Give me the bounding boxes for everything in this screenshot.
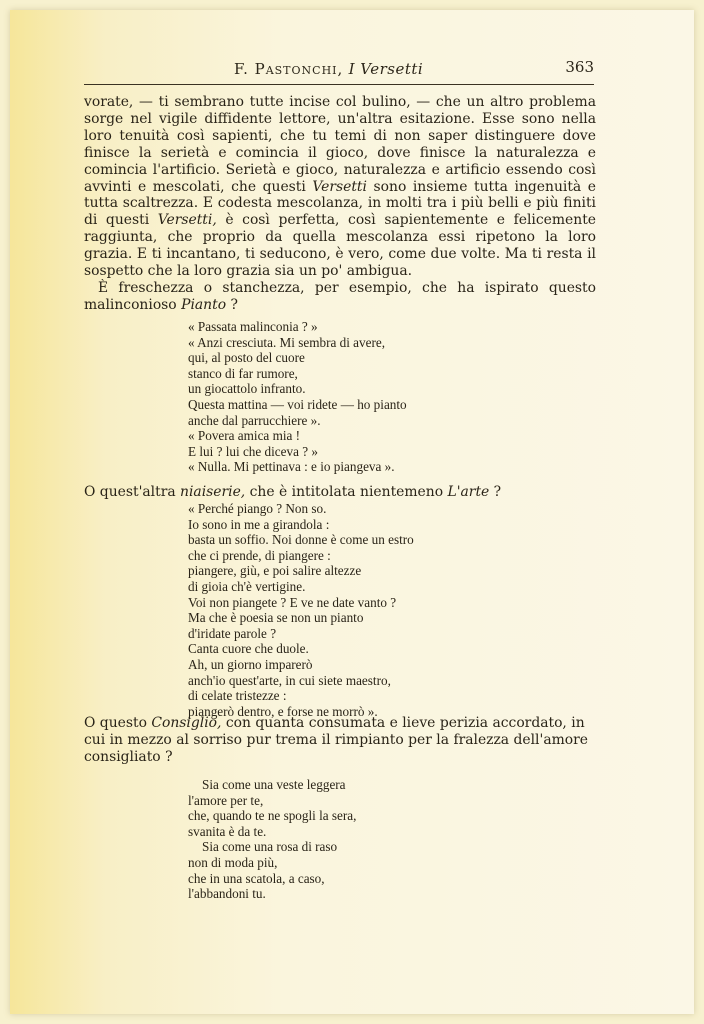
text-run: O quest'altra <box>84 484 181 500</box>
poem-line: piangere, giù, e poi salire altezze <box>188 563 362 579</box>
poem-line: Sia come una rosa di raso <box>202 839 338 855</box>
text-run: vorate, — ti sembrano tutte incise col bulino, — che un altro problema sorge nel vigile diffidente lettore, un'altra esitazione. Esse sono nella loro tenuità così sapienti, che tu temi di non saper distinguere dove finisce la serietà e comincia il gioco, dove finisce la naturalezza e comincia l'artificio. Serietà e gioco, naturalezza e artificio essendo così avvinti e mescolati, che questi <box>84 94 596 195</box>
poem-l-arte <box>188 501 414 719</box>
poem-line: E lui ? lui che diceva ? » <box>188 443 318 459</box>
poem-line: un giocattolo infranto. <box>188 381 306 397</box>
italic-title: niaiserie, <box>180 484 246 500</box>
poem-line: stanco di far rumore, <box>188 365 298 381</box>
paragraph-1 <box>84 94 596 280</box>
poem-line: basta un soffio. Noi donne è come un estro <box>188 532 414 548</box>
poem-line: piangerò dentro, e forse ne morrò ». <box>188 703 378 719</box>
poem-line: Ma che è poesia se non un pianto <box>188 610 364 626</box>
italic-title: Pianto <box>181 296 227 313</box>
poem-line: non di moda più, <box>188 854 278 870</box>
poem-line: l'amore per te, <box>188 792 264 808</box>
text-run: è così perfetta, così sapientemente e felicemente raggiunta, che proprio da quella mescolanza essi ripetono la loro grazia. E ti incantano, ti seducono, è vero, come due volte. Ma ti resta il sospetto che la loro grazia sia un po' ambigua. <box>84 212 596 280</box>
paragraph-3 <box>84 484 596 501</box>
poem-line: anch'io quest'arte, in cui siete maestro, <box>188 672 391 688</box>
italic-title: L'arte <box>447 484 490 500</box>
italic-title: Versetti, <box>157 212 217 229</box>
poem-line: Io sono in me a girandola : <box>188 516 330 532</box>
poem-line: qui, al posto del cuore <box>188 350 305 366</box>
body-text <box>84 94 596 314</box>
paragraph-4 <box>84 715 596 766</box>
poem-consiglio <box>188 777 356 902</box>
poem-line: che, quando te ne spogli la sera, <box>188 808 357 824</box>
text-run: È freschezza o stanchezza, per esempio, che ha ispirato questo malinconioso <box>84 279 596 313</box>
paragraph-2 <box>84 280 596 314</box>
poem-line: « Anzi cresciuta. Mi sembra di avere, <box>188 334 386 350</box>
poem-line: che ci prende, di piangere : <box>188 547 331 563</box>
poem-line: « Nulla. Mi pettinava : e io piangeva ». <box>188 459 395 475</box>
poem-line: d'iridate parole ? <box>188 625 277 641</box>
poem-line: Canta cuore che duole. <box>188 641 309 657</box>
poem-line: « Povera amica mia ! <box>188 428 301 444</box>
poem-line: di gioia ch'è vertigine. <box>188 578 306 594</box>
poem-line: l'abbandoni tu. <box>188 886 266 902</box>
poem-line: di celate tristezze : <box>188 688 287 704</box>
page-number: 363 <box>565 58 594 76</box>
text-run: sono insieme tutta ingenuità e tutta scaltrezza. E codesta mescolanza, in molti tra i più belli e più finiti di questi <box>84 178 596 229</box>
header-author: F. Pastonchi, <box>234 60 344 78</box>
poem-line: svanita è da te. <box>188 823 267 839</box>
running-title <box>234 60 423 78</box>
poem-line: Voi non piangete ? E ve ne date vanto ? <box>188 594 397 610</box>
book-page <box>10 10 694 1014</box>
italic-title: Consiglio, <box>151 715 222 731</box>
poem-pianto <box>188 319 407 475</box>
text-run: con quanta consumata e lieve perizia accordato, in cui in mezzo al sorriso pur trema il rimpianto per la fralezza dell'amore consigliato ? <box>84 715 588 765</box>
poem-line: « Perché piango ? Non so. <box>188 501 327 516</box>
poem-line: Ah, un giorno imparerò <box>188 656 313 672</box>
poem-line: Questa mattina — voi ridete — ho pianto <box>188 396 407 412</box>
text-run: che è intitolata nientemeno <box>245 484 448 500</box>
italic-title: Versetti <box>312 178 367 195</box>
running-header <box>84 56 594 85</box>
poem-line: anche dal parrucchiere ». <box>188 412 321 428</box>
poem-line: « Passata malinconia ? » <box>188 319 318 334</box>
poem-line: Sia come una veste leggera <box>202 777 346 792</box>
text-run: ? <box>226 296 238 313</box>
text-run: ? <box>489 484 502 500</box>
header-title: I Versetti <box>348 60 424 78</box>
poem-line: che in una scatola, a caso, <box>188 870 325 886</box>
text-run: O questo <box>84 715 152 731</box>
